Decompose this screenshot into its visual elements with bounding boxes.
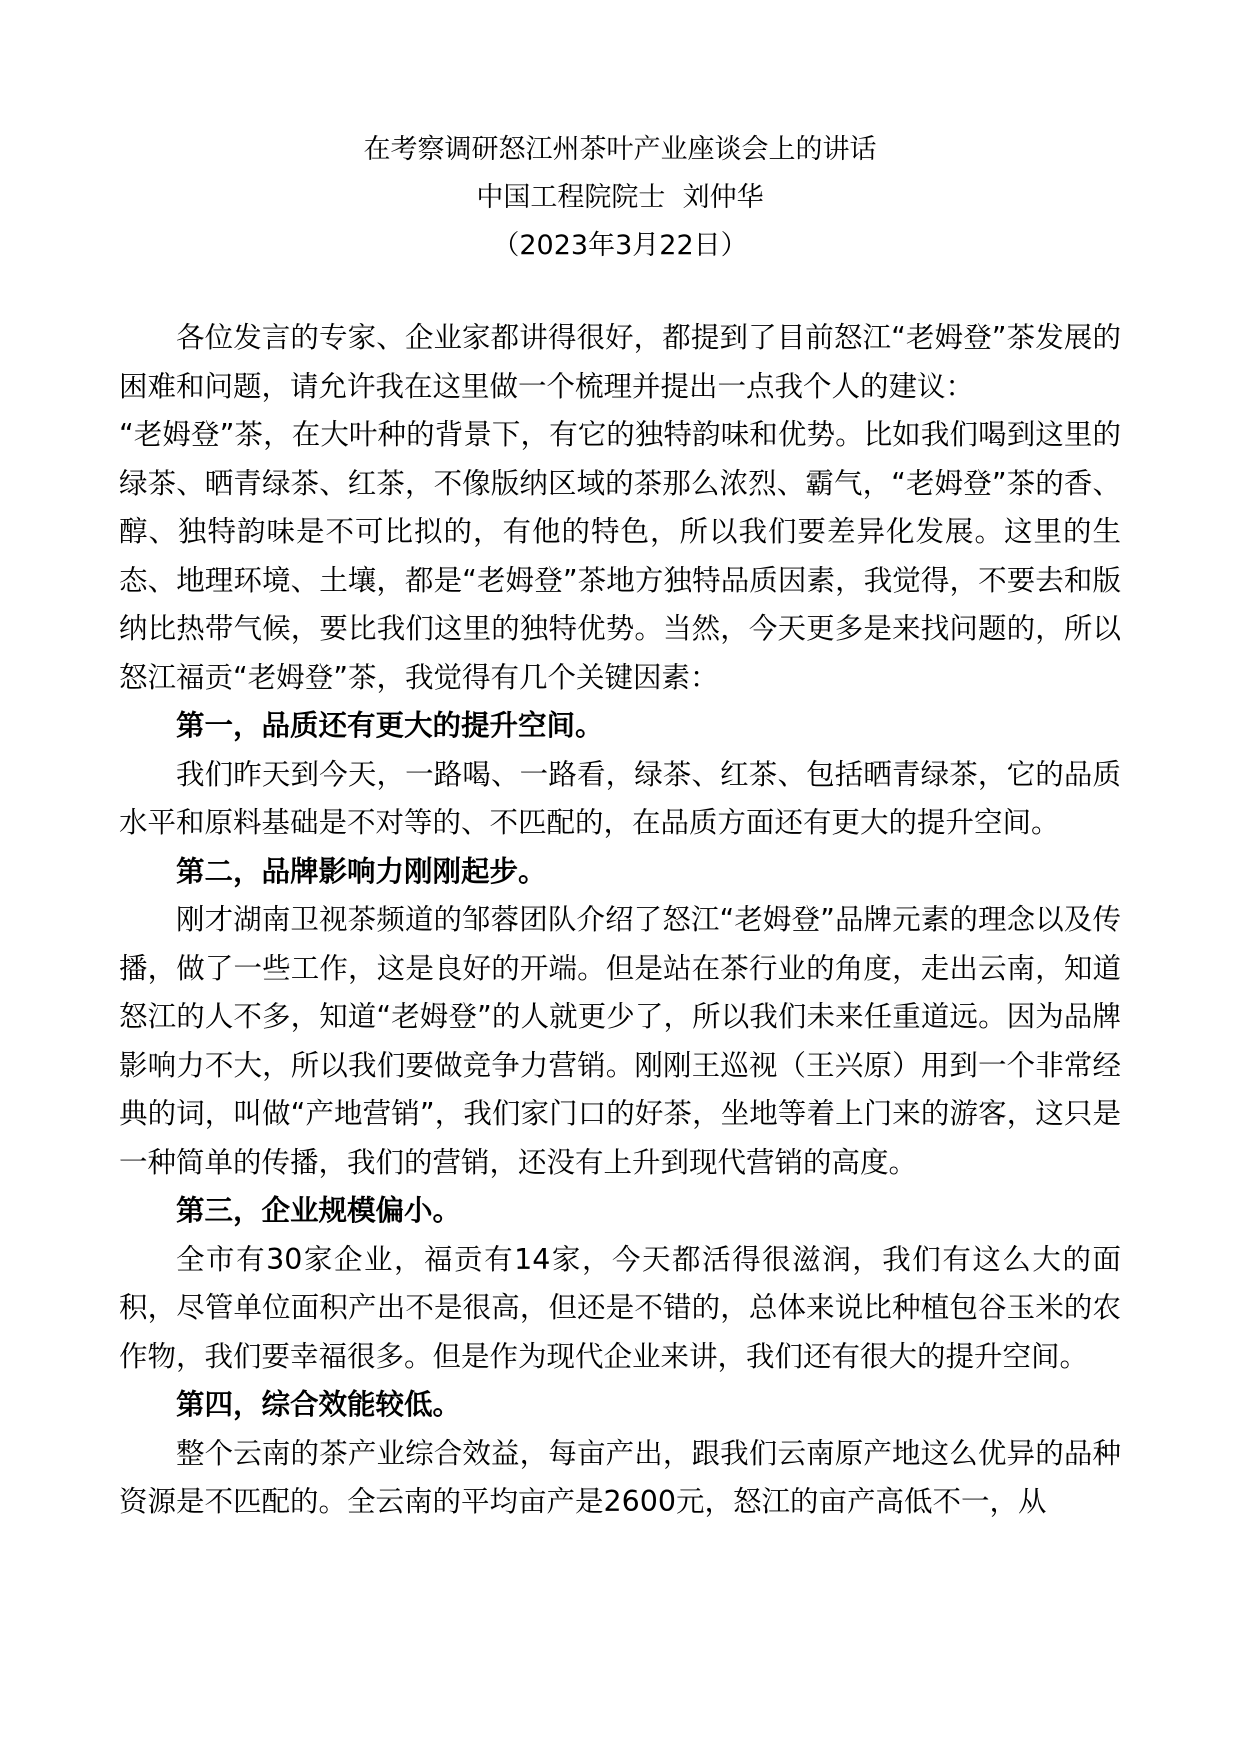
- section-heading: 第二，品牌影响力刚刚起步。: [176, 854, 547, 888]
- section-heading: 第四，综合效能较低。: [176, 1388, 462, 1421]
- body-paragraph: 刚才湖南卫视茶频道的邹蓉团队介绍了怒江“老姆登”品牌元素的理念以及传播，做了一些工作，这是良好的开端。但是站在茶行业的角度，走出云南，知道怒江的人不多，知道“老姆登”的人就更少了，所以我们未来任重道远。因为品牌影响力不大，所以我们要做竞争力营销。刚刚王巡视（王兴原）用到一个非常经典的词，叫做“产地营销”，我们家门口的好茶，坐地等着上门来的游客，这只是一种简单的传播，我们的营销，还没有上升到现代营销的高度。: [119, 903, 1121, 1179]
- body-paragraph: 全市有30家企业，福贡有14家，今天都活得很滋润，我们有这么大的面积，尽管单位面积产出不是很高，但还是不错的，总体来说比种植包谷玉米的农作物，我们要幸福很多。但是作为现代企业来讲，我们还有很大的提升空间。: [119, 1242, 1121, 1373]
- document-header: [0, 126, 1240, 270]
- section-heading: 第一，品质还有更大的提升空间。: [176, 709, 604, 742]
- body-paragraph: 整个云南的茶产业综合效益，每亩产出，跟我们云南原产地这么优异的品种资源是不匹配的。全云南的平均亩产是2600元，怒江的亩产高低不一，从: [119, 1436, 1121, 1518]
- document-author: 中国工程院院士 刘仲华: [476, 182, 764, 213]
- document-title: 在考察调研怒江州茶叶产业座谈会上的讲话: [363, 134, 877, 165]
- section-heading: 第三，企业规模偏小。: [176, 1194, 462, 1227]
- document-date: （2023年3月22日）: [492, 230, 748, 261]
- body-paragraph: “老姆登”茶，在大叶种的背景下，有它的独特韵味和优势。比如我们喝到这里的绿茶、晒青绿茶、红茶，不像版纳区域的茶那么浓烈、霸气，“老姆登”茶的香、醇、独特韵味是不可比拟的，有他的特色，所以我们要差异化发展。这里的生态、地理环境、土壤，都是“老姆登”茶地方独特品质因素，我觉得，不要去和版纳比热带气候，要比我们这里的独特优势。当然，今天更多是来找问题的，所以怒江福贡“老姆登”茶，我觉得有几个关键因素：: [119, 418, 1121, 694]
- body-paragraph: 各位发言的专家、企业家都讲得很好，都提到了目前怒江“老姆登”茶发展的困难和问题，请允许我在这里做一个梳理并提出一点我个人的建议：: [119, 321, 1121, 403]
- document-body: [119, 314, 1121, 1527]
- body-paragraph: 我们昨天到今天，一路喝、一路看，绿茶、红茶、包括晒青绿茶，它的品质水平和原料基础是不对等的、不匹配的，在品质方面还有更大的提升空间。: [119, 757, 1121, 839]
